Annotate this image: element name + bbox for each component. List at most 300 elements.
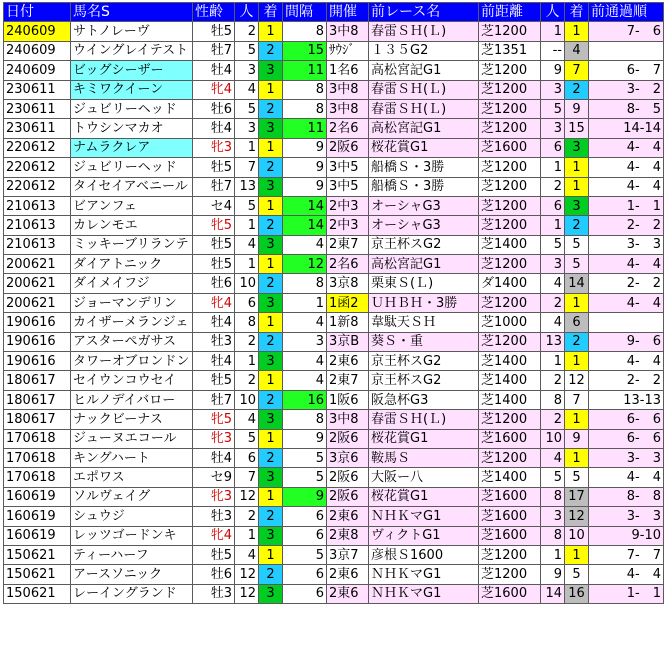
prev-finish-cell: 6	[565, 313, 589, 332]
interval-cell: 5	[283, 448, 327, 467]
prev-distance-cell: 芝1200	[479, 196, 541, 215]
prev-finish-cell: 15	[565, 119, 589, 138]
prev-race-cell: 鞍馬Ｓ	[369, 448, 479, 467]
prev-finish-cell: 12	[565, 507, 589, 526]
date-cell: 160619	[4, 487, 71, 506]
popularity-cell: 4	[235, 80, 259, 99]
interval-cell: 8	[283, 410, 327, 429]
prev-popularity-cell: 5	[541, 235, 565, 254]
prev-passing-cell: 4- 4	[589, 255, 664, 274]
prev-passing-cell: 2- 2	[589, 371, 664, 390]
prev-distance-cell: ダ1400	[479, 274, 541, 293]
date-cell: 190616	[4, 313, 71, 332]
prev-distance-cell: 芝1200	[479, 61, 541, 80]
horse-name-cell: サトノレーヴ	[71, 22, 193, 41]
date-cell: 210613	[4, 196, 71, 215]
prev-finish-cell: 1	[565, 177, 589, 196]
venue-cell: 1阪6	[327, 390, 369, 409]
sex-age-cell: 牡4	[193, 448, 235, 467]
date-cell: 240609	[4, 41, 71, 60]
prev-race-cell: 京王杯スG2	[369, 371, 479, 390]
popularity-cell: 1	[235, 526, 259, 545]
date-cell: 240609	[4, 61, 71, 80]
horse-name-cell: シュウジ	[71, 507, 193, 526]
prev-race-cell: 京王杯スG2	[369, 352, 479, 371]
sex-age-cell: 牡6	[193, 274, 235, 293]
prev-finish-cell: 5	[565, 255, 589, 274]
prev-passing-cell: 4- 4	[589, 468, 664, 487]
prev-finish-cell: 1	[565, 410, 589, 429]
prev-popularity-cell: 3	[541, 80, 565, 99]
venue-cell: 2東7	[327, 371, 369, 390]
table-row	[4, 526, 664, 545]
prev-race-cell: ＮＨＫマG1	[369, 565, 479, 584]
finish-cell: 2	[259, 332, 283, 351]
date-cell: 220612	[4, 177, 71, 196]
interval-cell: 12	[283, 255, 327, 274]
interval-cell: 14	[283, 216, 327, 235]
date-cell: 210613	[4, 216, 71, 235]
finish-cell: 1	[259, 487, 283, 506]
venue-cell: 2東6	[327, 565, 369, 584]
horse-name-cell: ジュビリーヘッド	[71, 158, 193, 177]
interval-cell: 4	[283, 352, 327, 371]
table-row	[4, 22, 664, 41]
venue-cell: 2中3	[327, 216, 369, 235]
prev-distance-cell: 芝1600	[479, 526, 541, 545]
prev-distance-cell: 芝1200	[479, 158, 541, 177]
horse-name-cell: ダイメイフジ	[71, 274, 193, 293]
venue-cell: 3中8	[327, 80, 369, 99]
prev-distance-cell: 芝1400	[479, 352, 541, 371]
prev-distance-cell: 芝1000	[479, 313, 541, 332]
interval-cell: 4	[283, 235, 327, 254]
venue-cell: 1名6	[327, 61, 369, 80]
date-cell: 230611	[4, 80, 71, 99]
col-pfin: 着	[565, 3, 589, 22]
date-cell: 150621	[4, 584, 71, 603]
popularity-cell: 5	[235, 196, 259, 215]
popularity-cell: 6	[235, 448, 259, 467]
sex-age-cell: 牡6	[193, 565, 235, 584]
finish-cell: 1	[259, 255, 283, 274]
table-row	[4, 352, 664, 371]
sex-age-cell: 牡7	[193, 390, 235, 409]
prev-popularity-cell: 2	[541, 177, 565, 196]
sex-age-cell: 牡7	[193, 177, 235, 196]
prev-race-cell: ＮＨＫマG1	[369, 507, 479, 526]
prev-passing-cell: 9-10	[589, 526, 664, 545]
horse-name-cell: ジョーマンデリン	[71, 293, 193, 312]
finish-cell: 2	[259, 390, 283, 409]
horse-name-cell: ダイアトニック	[71, 255, 193, 274]
prev-finish-cell: 1	[565, 545, 589, 564]
date-cell: 220612	[4, 138, 71, 157]
table-row	[4, 255, 664, 274]
finish-cell: 3	[259, 410, 283, 429]
horse-name-cell: ビッグシーザー	[71, 61, 193, 80]
date-cell: 190616	[4, 352, 71, 371]
sex-age-cell: 牡5	[193, 158, 235, 177]
horse-name-cell: カレンモエ	[71, 216, 193, 235]
interval-cell: 8	[283, 22, 327, 41]
popularity-cell: 7	[235, 468, 259, 487]
popularity-cell: 4	[235, 235, 259, 254]
prev-distance-cell: 芝1400	[479, 468, 541, 487]
prev-popularity-cell: 2	[541, 371, 565, 390]
prev-popularity-cell: 3	[541, 507, 565, 526]
prev-race-cell: 京王杯スG2	[369, 235, 479, 254]
venue-cell: 3中8	[327, 410, 369, 429]
prev-race-cell: 春雷ＳＨ(Ｌ)	[369, 410, 479, 429]
date-cell: 200621	[4, 293, 71, 312]
prev-popularity-cell: 1	[541, 158, 565, 177]
finish-cell: 3	[259, 235, 283, 254]
table-row	[4, 196, 664, 215]
prev-finish-cell: 9	[565, 99, 589, 118]
prev-race-cell: 春雷ＳＨ(Ｌ)	[369, 99, 479, 118]
interval-cell: 8	[283, 80, 327, 99]
prev-popularity-cell: 10	[541, 429, 565, 448]
table-row	[4, 410, 664, 429]
horse-name-cell: ビアンフェ	[71, 196, 193, 215]
finish-cell: 1	[259, 80, 283, 99]
table-row	[4, 293, 664, 312]
prev-finish-cell: 10	[565, 526, 589, 545]
prev-race-cell: 春雷ＳＨ(Ｌ)	[369, 22, 479, 41]
prev-passing-cell: 8- 8	[589, 487, 664, 506]
venue-cell: 1函2	[327, 293, 369, 312]
interval-cell: 6	[283, 565, 327, 584]
sex-age-cell: 牡3	[193, 584, 235, 603]
finish-cell: 2	[259, 565, 283, 584]
prev-popularity-cell: --	[541, 41, 565, 60]
venue-cell: 2東6	[327, 507, 369, 526]
finish-cell: 1	[259, 196, 283, 215]
prev-finish-cell: 14	[565, 274, 589, 293]
popularity-cell: 3	[235, 119, 259, 138]
date-cell: 230611	[4, 119, 71, 138]
sex-age-cell: 牝3	[193, 487, 235, 506]
horse-name-cell: キミワクイーン	[71, 80, 193, 99]
popularity-cell: 1	[235, 352, 259, 371]
prev-race-cell: ＮＨＫマG1	[369, 584, 479, 603]
interval-cell: 6	[283, 507, 327, 526]
horse-name-cell: トウシンマカオ	[71, 119, 193, 138]
prev-finish-cell: 3	[565, 138, 589, 157]
venue-cell: 2阪6	[327, 138, 369, 157]
prev-race-cell: 彦根Ｓ1600	[369, 545, 479, 564]
prev-popularity-cell: 1	[541, 352, 565, 371]
prev-passing-cell: 13-13	[589, 390, 664, 409]
popularity-cell: 5	[235, 429, 259, 448]
prev-race-cell: オーシャG3	[369, 216, 479, 235]
prev-race-cell: ＵＨＢＨ・3勝	[369, 293, 479, 312]
prev-distance-cell: 芝1200	[479, 119, 541, 138]
table-row	[4, 119, 664, 138]
interval-cell: 9	[283, 487, 327, 506]
prev-distance-cell: 芝1600	[479, 507, 541, 526]
table-row	[4, 61, 664, 80]
venue-cell: 3中8	[327, 22, 369, 41]
prev-race-cell: 春雷ＳＨ(Ｌ)	[369, 80, 479, 99]
venue-cell: 3中8	[327, 99, 369, 118]
sex-age-cell: 牡4	[193, 61, 235, 80]
finish-cell: 3	[259, 119, 283, 138]
prev-finish-cell: 2	[565, 216, 589, 235]
prev-popularity-cell: 5	[541, 468, 565, 487]
table-row	[4, 332, 664, 351]
prev-race-cell: 船橋Ｓ・3勝	[369, 158, 479, 177]
popularity-cell: 2	[235, 22, 259, 41]
prev-finish-cell: 2	[565, 80, 589, 99]
finish-cell: 3	[259, 526, 283, 545]
date-cell: 240609	[4, 22, 71, 41]
prev-popularity-cell: 4	[541, 313, 565, 332]
sex-age-cell: 牝5	[193, 410, 235, 429]
prev-passing-cell: 14-14	[589, 119, 664, 138]
prev-distance-cell: 芝1200	[479, 448, 541, 467]
prev-race-cell: オーシャG3	[369, 196, 479, 215]
sex-age-cell: 牡5	[193, 545, 235, 564]
venue-cell: 2東6	[327, 584, 369, 603]
prev-passing-cell: 6- 6	[589, 429, 664, 448]
prev-race-cell: 桜花賞G1	[369, 487, 479, 506]
col-ppop: 人	[541, 3, 565, 22]
prev-passing-cell: 4- 4	[589, 158, 664, 177]
interval-cell: 16	[283, 390, 327, 409]
popularity-cell: 6	[235, 293, 259, 312]
prev-finish-cell: 7	[565, 61, 589, 80]
date-cell: 220612	[4, 158, 71, 177]
prev-race-cell: ヴィクトG1	[369, 526, 479, 545]
col-gap: 間隔	[283, 3, 327, 22]
finish-cell: 3	[259, 177, 283, 196]
table-row	[4, 99, 664, 118]
prev-distance-cell: 芝1200	[479, 22, 541, 41]
col-date: 日付	[4, 3, 71, 22]
horse-name-cell: ナムラクレア	[71, 138, 193, 157]
prev-race-cell: 桜花賞G1	[369, 138, 479, 157]
prev-passing-cell: 3- 2	[589, 80, 664, 99]
horse-name-cell: セイウンコウセイ	[71, 371, 193, 390]
prev-passing-cell: 2- 2	[589, 274, 664, 293]
prev-passing-cell: 1- 1	[589, 584, 664, 603]
prev-distance-cell: 芝1200	[479, 410, 541, 429]
prev-distance-cell: 芝1600	[479, 584, 541, 603]
table-body	[4, 22, 664, 604]
prev-popularity-cell: 4	[541, 274, 565, 293]
finish-cell: 1	[259, 545, 283, 564]
prev-race-cell: 桜花賞G1	[369, 429, 479, 448]
prev-popularity-cell: 6	[541, 138, 565, 157]
horse-name-cell: レーイングランド	[71, 584, 193, 603]
horse-name-cell: ティーハーフ	[71, 545, 193, 564]
prev-popularity-cell: 2	[541, 410, 565, 429]
popularity-cell: 12	[235, 565, 259, 584]
horse-name-cell: タイセイアベニール	[71, 177, 193, 196]
venue-cell: 2名6	[327, 119, 369, 138]
venue-cell: 2東7	[327, 235, 369, 254]
prev-finish-cell: 1	[565, 352, 589, 371]
table-row	[4, 235, 664, 254]
date-cell: 210613	[4, 235, 71, 254]
date-cell: 180617	[4, 371, 71, 390]
table-row	[4, 216, 664, 235]
interval-cell: 5	[283, 468, 327, 487]
prev-finish-cell: 9	[565, 429, 589, 448]
popularity-cell: 4	[235, 410, 259, 429]
prev-race-cell: 大阪ー八	[369, 468, 479, 487]
prev-popularity-cell: 1	[541, 22, 565, 41]
finish-cell: 3	[259, 293, 283, 312]
sex-age-cell: セ9	[193, 468, 235, 487]
horse-name-cell: エポワス	[71, 468, 193, 487]
interval-cell: 9	[283, 138, 327, 157]
venue-cell: 3京6	[327, 448, 369, 467]
finish-cell: 1	[259, 371, 283, 390]
prev-popularity-cell: 9	[541, 61, 565, 80]
horse-name-cell: ジュビリーヘッド	[71, 99, 193, 118]
prev-race-cell: 栗東Ｓ(Ｌ)	[369, 274, 479, 293]
prev-passing-cell: 4- 4	[589, 352, 664, 371]
table-row	[4, 448, 664, 467]
interval-cell: 11	[283, 61, 327, 80]
prev-finish-cell: 1	[565, 293, 589, 312]
interval-cell: 1	[283, 293, 327, 312]
finish-cell: 3	[259, 352, 283, 371]
finish-cell: 1	[259, 22, 283, 41]
prev-distance-cell: 芝1400	[479, 371, 541, 390]
table-row	[4, 138, 664, 157]
prev-passing-cell: 7- 6	[589, 22, 664, 41]
table-row	[4, 584, 664, 603]
prev-race-cell: 高松宮記G1	[369, 119, 479, 138]
prev-popularity-cell: 4	[541, 448, 565, 467]
interval-cell: 14	[283, 196, 327, 215]
popularity-cell: 2	[235, 371, 259, 390]
prev-distance-cell: 芝1400	[479, 390, 541, 409]
prev-popularity-cell: 13	[541, 332, 565, 351]
date-cell: 150621	[4, 565, 71, 584]
prev-race-cell: 船橋Ｓ・3勝	[369, 177, 479, 196]
venue-cell: 3中5	[327, 158, 369, 177]
prev-popularity-cell: 3	[541, 255, 565, 274]
date-cell: 180617	[4, 390, 71, 409]
prev-passing-cell: 8- 5	[589, 99, 664, 118]
prev-race-cell: 高松宮記G1	[369, 255, 479, 274]
sex-age-cell: 牝3	[193, 138, 235, 157]
prev-passing-cell: 9- 6	[589, 332, 664, 351]
interval-cell: 6	[283, 526, 327, 545]
horse-name-cell: ナックビーナス	[71, 410, 193, 429]
sex-age-cell: 牡3	[193, 507, 235, 526]
prev-popularity-cell: 8	[541, 487, 565, 506]
sex-age-cell: 牝4	[193, 526, 235, 545]
prev-distance-cell: 芝1200	[479, 545, 541, 564]
table-row	[4, 468, 664, 487]
date-cell: 170618	[4, 429, 71, 448]
horse-name-cell: アスターペガサス	[71, 332, 193, 351]
prev-race-cell: 葵Ｓ・重	[369, 332, 479, 351]
finish-cell: 2	[259, 41, 283, 60]
venue-cell: 2東6	[327, 352, 369, 371]
venue-cell: 1新8	[327, 313, 369, 332]
prev-distance-cell: 芝1600	[479, 487, 541, 506]
prev-passing-cell: 4- 4	[589, 293, 664, 312]
date-cell: 170618	[4, 468, 71, 487]
popularity-cell: 7	[235, 158, 259, 177]
popularity-cell: 5	[235, 41, 259, 60]
prev-popularity-cell: 6	[541, 196, 565, 215]
prev-finish-cell: 1	[565, 22, 589, 41]
prev-popularity-cell: 1	[541, 216, 565, 235]
col-horse: 馬名S	[71, 3, 193, 22]
prev-distance-cell: 芝1200	[479, 177, 541, 196]
table-row	[4, 371, 664, 390]
date-cell: 180617	[4, 410, 71, 429]
prev-race-cell: １３５G2	[369, 41, 479, 60]
interval-cell: 8	[283, 99, 327, 118]
popularity-cell: 10	[235, 274, 259, 293]
finish-cell: 1	[259, 138, 283, 157]
interval-cell: 8	[283, 274, 327, 293]
header-row	[4, 3, 664, 22]
col-race: 前レース名	[369, 3, 479, 22]
sex-age-cell: 牝4	[193, 80, 235, 99]
table-row	[4, 565, 664, 584]
popularity-cell: 2	[235, 332, 259, 351]
horse-name-cell: ヒルノデイバロー	[71, 390, 193, 409]
finish-cell: 2	[259, 158, 283, 177]
finish-cell: 2	[259, 274, 283, 293]
popularity-cell: 1	[235, 138, 259, 157]
col-fin: 着	[259, 3, 283, 22]
popularity-cell: 2	[235, 507, 259, 526]
table-row	[4, 429, 664, 448]
interval-cell: 4	[283, 371, 327, 390]
venue-cell: 3京B	[327, 332, 369, 351]
prev-finish-cell: 12	[565, 371, 589, 390]
prev-distance-cell: 芝1200	[479, 216, 541, 235]
prev-passing-cell: 6- 6	[589, 410, 664, 429]
sex-age-cell: セ4	[193, 196, 235, 215]
table-row	[4, 177, 664, 196]
venue-cell: 2東8	[327, 526, 369, 545]
horse-name-cell: カイザーメランジェ	[71, 313, 193, 332]
horse-name-cell: レッツゴードンキ	[71, 526, 193, 545]
finish-cell: 2	[259, 99, 283, 118]
venue-cell: 2名6	[327, 255, 369, 274]
venue-cell: 3京7	[327, 545, 369, 564]
popularity-cell: 13	[235, 177, 259, 196]
sex-age-cell: 牡5	[193, 235, 235, 254]
horse-name-cell: ソルヴェイグ	[71, 487, 193, 506]
interval-cell: 9	[283, 177, 327, 196]
sex-age-cell: 牡4	[193, 313, 235, 332]
sex-age-cell: 牡5	[193, 255, 235, 274]
prev-distance-cell: 芝1600	[479, 429, 541, 448]
prev-passing-cell: 3- 3	[589, 507, 664, 526]
finish-cell: 1	[259, 429, 283, 448]
sex-age-cell: 牡6	[193, 99, 235, 118]
interval-cell: 4	[283, 313, 327, 332]
finish-cell: 3	[259, 61, 283, 80]
interval-cell: 5	[283, 545, 327, 564]
horse-name-cell: ウイングレイテスト	[71, 41, 193, 60]
date-cell: 200621	[4, 255, 71, 274]
prev-distance-cell: 芝1200	[479, 565, 541, 584]
